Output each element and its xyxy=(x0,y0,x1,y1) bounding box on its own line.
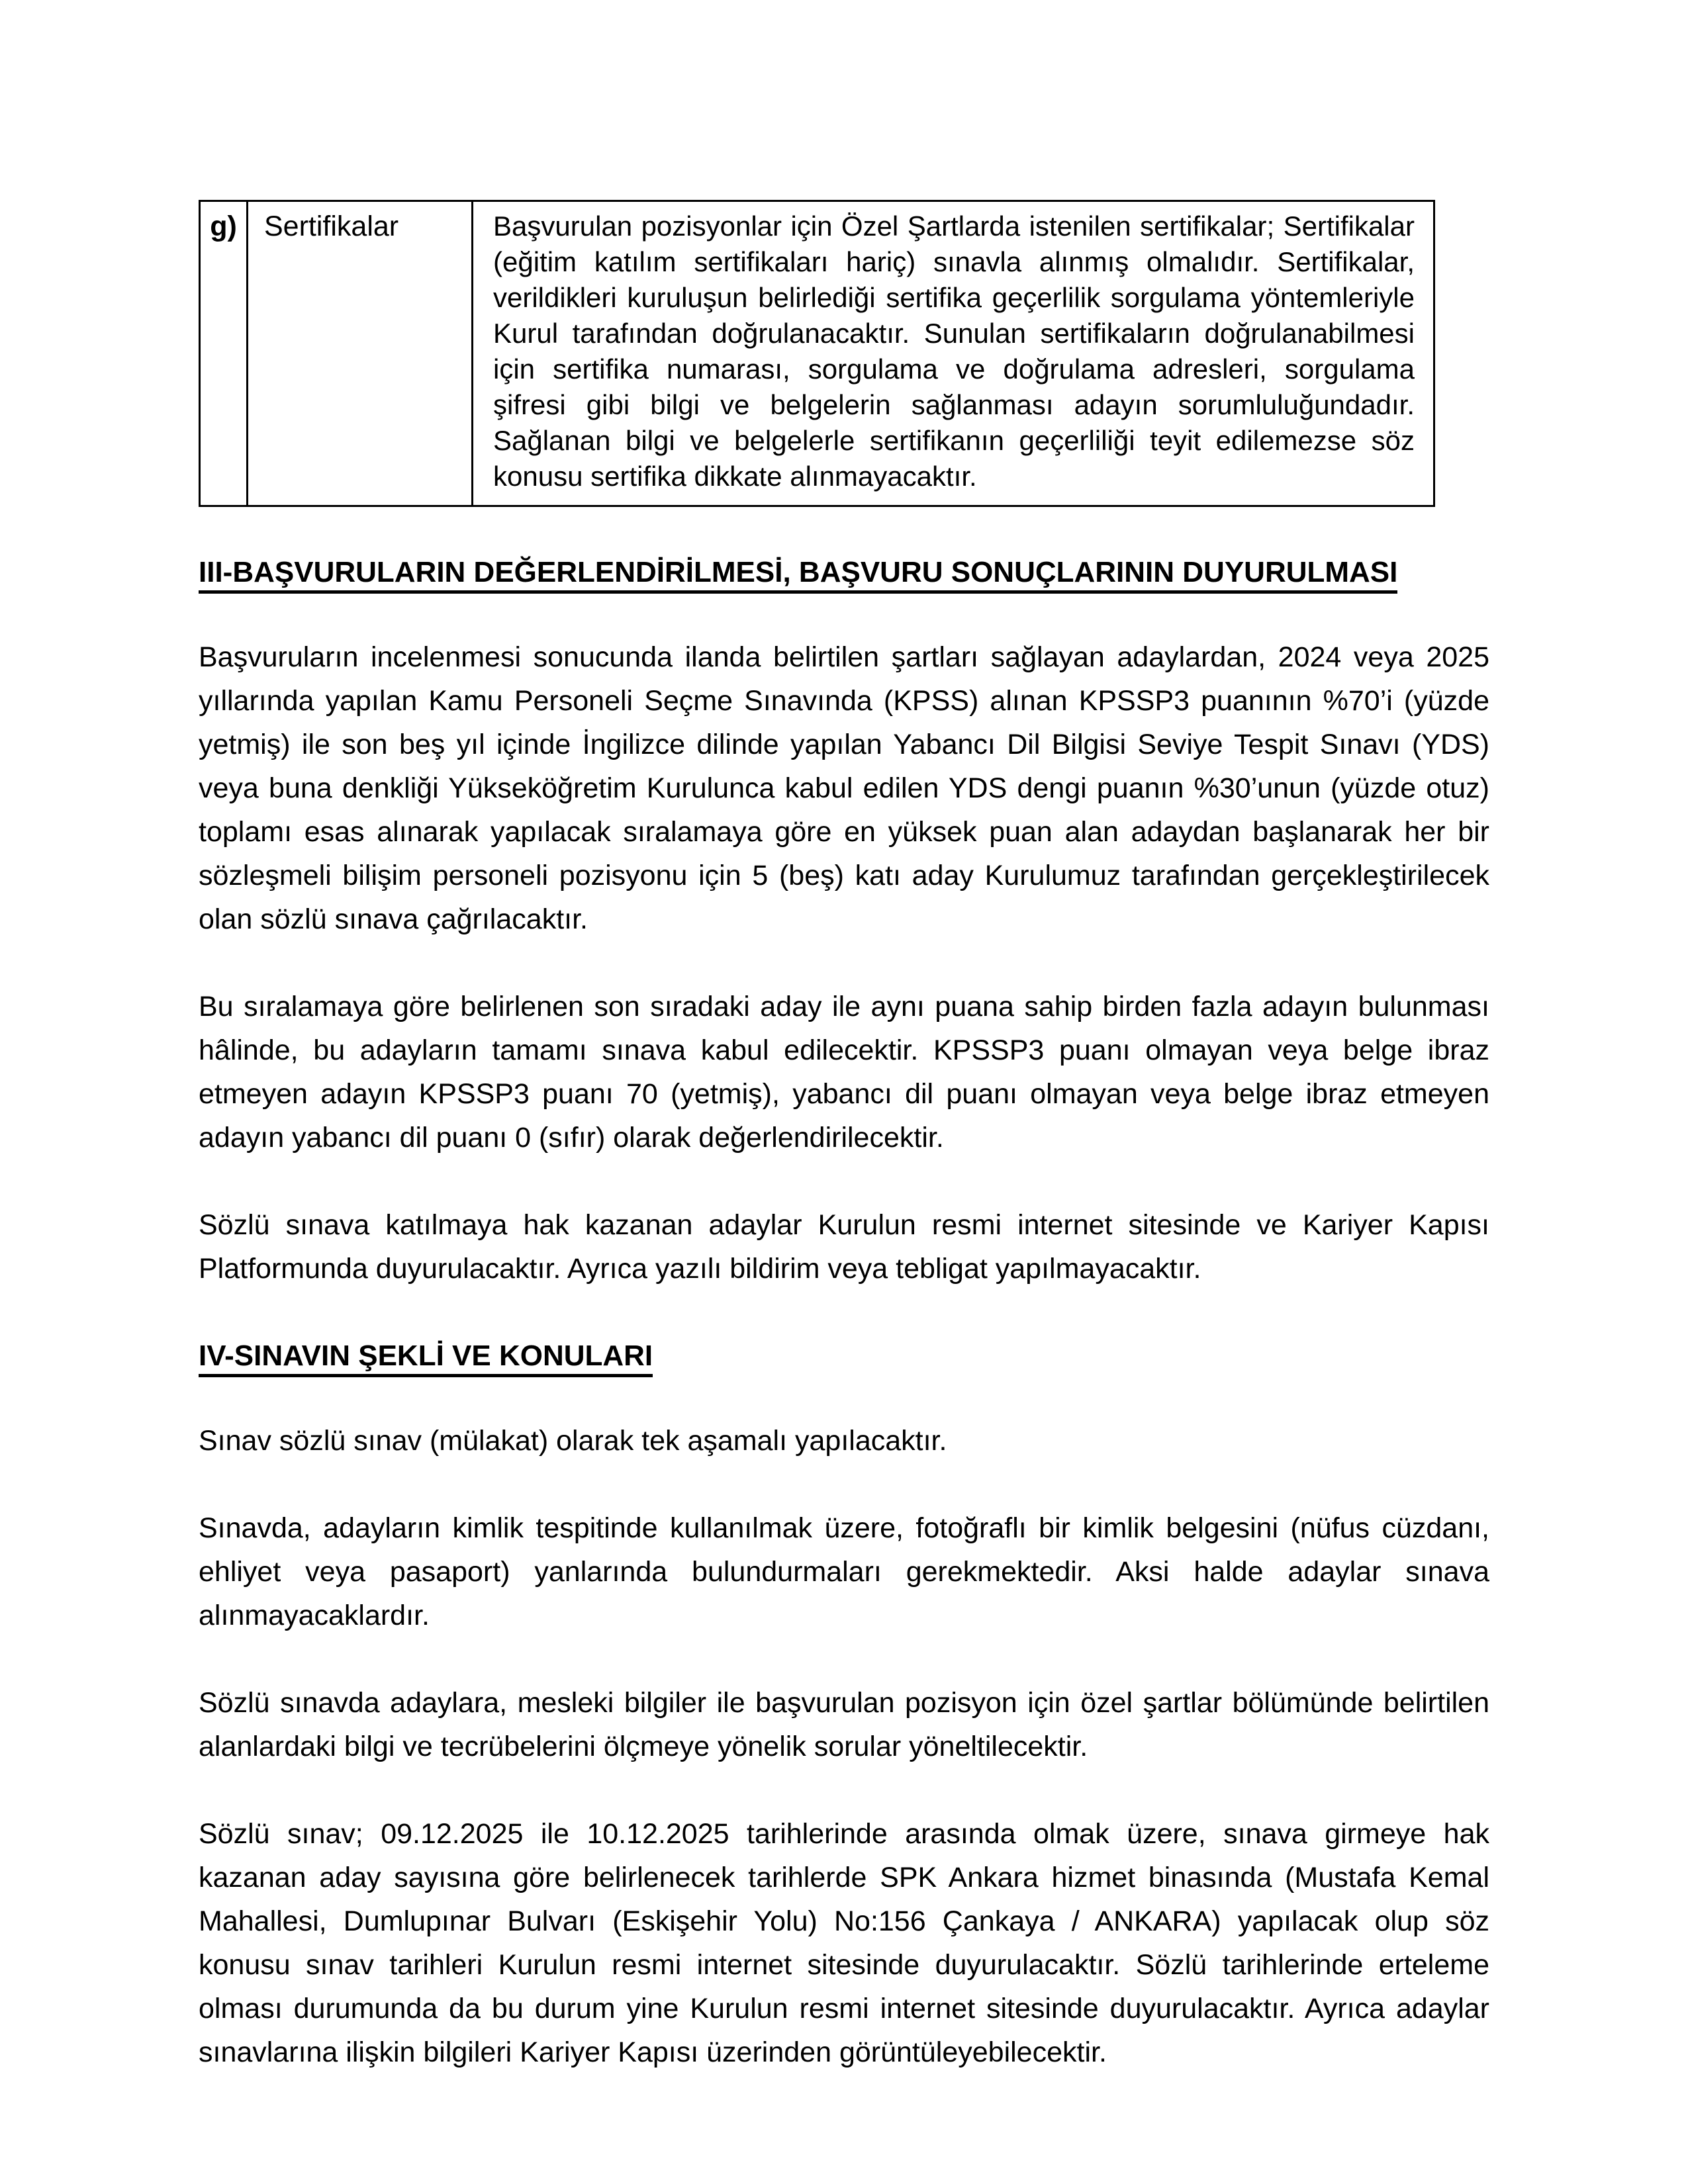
section-4-heading xyxy=(199,1337,1489,1375)
table-cell-label xyxy=(248,201,473,506)
certificates-table xyxy=(199,200,1435,507)
section-4-paragraph-exam-dates: Sözlü sınav; 09.12.2025 ile 10.12.2025 tarihlerinde arasında olmak üzere, sınava girmeye hak kazanan aday sayısına göre belirlenecek tarihlerde SPK Ankara hizmet binasında (Mustafa Kemal Mahallesi, Dumlupınar Bulvarı (Eskişehir Yolu) No:156 Çankaya / ANKARA) yapılacak olup söz konusu sınav tarihleri Kurulun resmi internet sitesinde duyurulacaktır. Sözlü tarihlerinde erteleme olması durumunda da bu durum yine Kurulun resmi internet sitesinde duyurulacaktır. Ayrıca adaylar sınavlarına ilişkin bilgileri Kariyer Kapısı üzerinden görüntüleyebilecektir. xyxy=(199,1818,1489,2068)
section-3-paragraph-tie-rule: Bu sıralamaya göre belirlenen son sıradaki aday ile aynı puana sahip birden fazla adayın bulunması hâlinde, bu adayların tamamı sınava kabul edilecektir. KPSSP3 puanı olmayan veya belge ibraz etmeyen adayın KPSSP3 puanı 70 (yetmiş), yabancı dil puanı olmayan veya belge ibraz etmeyen adayın yabancı dil puanı 0 (sıfır) olarak değerlendirilecektir. xyxy=(199,991,1489,1154)
section-3-heading-text: III-BAŞVURULARIN DEĞERLENDİRİLMESİ, BAŞVURU SONUÇLARININ DUYURULMASI xyxy=(199,556,1397,594)
row-description-text: Başvurulan pozisyonlar için Özel Şartlarda istenilen sertifikalar; Sertifikalar (eğitim katılım sertifikaları hariç) sınavla alınmış olmalıdır. Sertifikalar, verildikleri kuruluşun belirlediği sertifika geçerlilik sorgulama yöntemleriyle Kurul tarafından doğrulanacaktır. Sunulan sertifikaların doğrulanabilmesi için sertifika numarası, sorgulama ve doğrulama adresleri, sorgulama şifresi gibi bilgi ve belgelerin sağlanması adayın sorumluluğundadır. Sağlanan bilgi ve belgelerle sertifikanın geçerliliği teyit edilemezse söz konusu sertifika dikkate alınmayacaktır. xyxy=(493,210,1415,492)
section-3-heading xyxy=(199,553,1489,592)
section-3-paragraph-announcement: Sözlü sınava katılmaya hak kazanan adaylar Kurulun resmi internet sitesinde ve Kariyer Kapısı Platformunda duyurulacaktır. Ayrıca yazılı bildirim veya tebligat yapılmayacaktır. xyxy=(199,1209,1489,1285)
section-3-paragraph-evaluation: Başvuruların incelenmesi sonucunda ilanda belirtilen şartları sağlayan adaylardan, 2024 veya 2025 yıllarında yapılan Kamu Personeli Seçme Sınavında (KPSS) alınan KPSSP3 puanının %70’i (yüzde yetmiş) ile son beş yıl içinde İngilizce dilinde yapılan Yabancı Dil Bilgisi Seviye Tespit Sınavı (YDS) veya buna denkliği Yükseköğretim Kurulunca kabul edilen YDS dengi puanın %30’unun (yüzde otuz) toplamı esas alınarak yapılacak sıralamaya göre en yüksek puan alan adaydan başlanarak her bir sözleşmeli bilişim personeli pozisyonu için 5 (beş) katı aday Kurulumuz tarafından gerçekleştirilecek olan sözlü sınava çağrılacaktır. xyxy=(199,641,1489,935)
section-4-paragraph-exam-type: Sınav sözlü sınav (mülakat) olarak tek aşamalı yapılacaktır. xyxy=(199,1425,947,1457)
section-4-heading-text: IV-SINAVIN ŞEKLİ VE KONULARI xyxy=(199,1340,653,1377)
table-cell-marker xyxy=(200,201,248,506)
row-marker-text: g) xyxy=(210,210,237,242)
row-label-text: Sertifikalar xyxy=(264,210,399,242)
table-row xyxy=(200,201,1434,506)
table-cell-description xyxy=(473,201,1434,506)
section-4-paragraph-id-requirement: Sınavda, adayların kimlik tespitinde kullanılmak üzere, fotoğraflı bir kimlik belgesini (nüfus cüzdanı, ehliyet veya pasaport) yanlarında bulundurmaları gerekmektedir. Aksi halde adaylar sınava alınmayacaklardır. xyxy=(199,1512,1489,1631)
section-4-paragraph-question-scope: Sözlü sınavda adaylara, mesleki bilgiler ile başvurulan pozisyon için özel şartlar bölümünde belirtilen alanlardaki bilgi ve tecrübelerini ölçmeye yönelik sorular yöneltilecektir. xyxy=(199,1687,1489,1762)
